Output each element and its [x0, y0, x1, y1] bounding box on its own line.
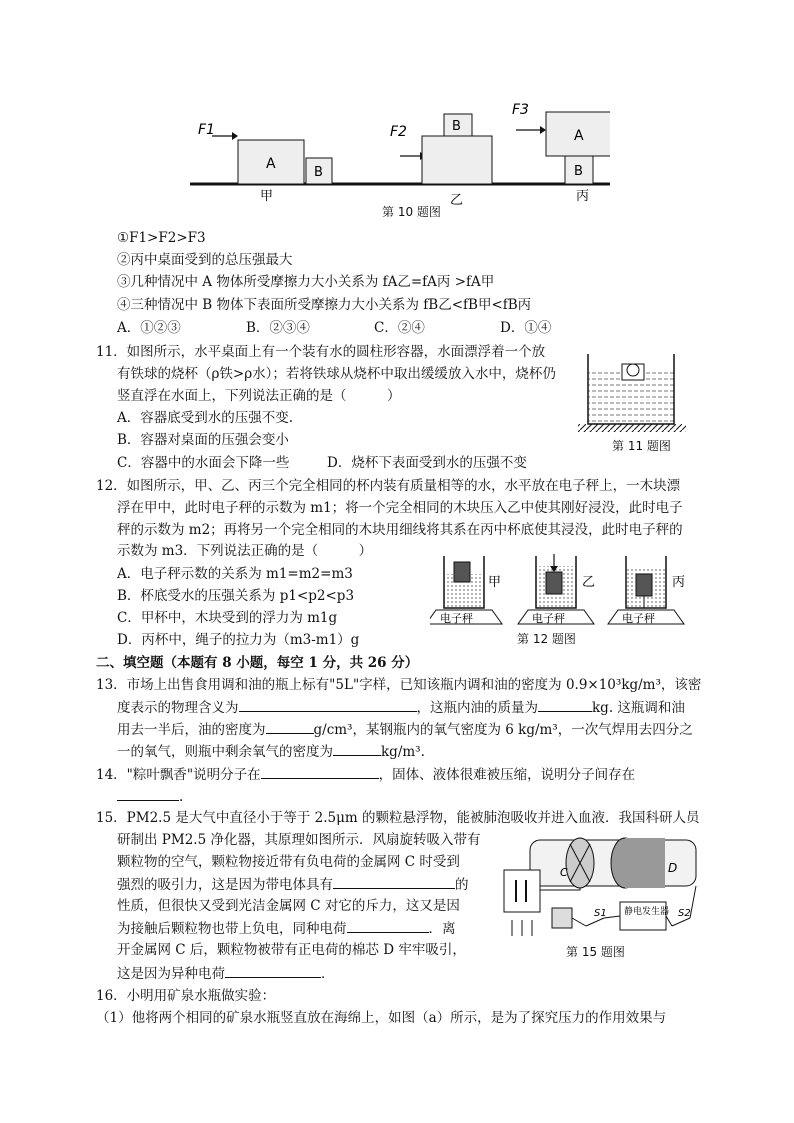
figure-q12: [430, 552, 690, 634]
q15-wire-2: [572, 918, 586, 926]
block-b-jia-label: B: [314, 165, 323, 180]
q11-iron-ball: [627, 364, 639, 376]
q15-label-s1: S1: [594, 908, 607, 919]
arrow-f1-head: [232, 132, 238, 140]
q15-label-c: C: [560, 866, 568, 879]
caption-q12: 第 12 题图: [517, 632, 576, 646]
q12-option-a: A．电子秤示数的关系为 m1=m2=m3: [117, 566, 353, 582]
q12-label-yi: 乙: [582, 575, 596, 590]
q13-text-2b: ，这瓶内油的质量为: [416, 700, 538, 716]
q15-line-6: [117, 918, 456, 939]
caption-q11: 第 11 题图: [612, 439, 671, 453]
q10-option-a: A．①②③: [117, 320, 181, 336]
q15-text-6a: 为接触后颗粒物也带上负电，同种电荷: [117, 921, 347, 937]
q13-text-3b: g/cm³，某钢瓶内的氧气密度为 6 kg/m³，一次气焊用去四分之: [313, 722, 693, 738]
q15-cotton-body: [625, 838, 665, 888]
q15-line-1: 15．PM2.5 是大气中直径小于等于 2.5μm 的颗粒悬浮物，能被肺泡吸收并进入血液．我国科研人员: [96, 810, 700, 826]
q10-statement-4: ④三种情况中 B 物体下表面所受摩擦力大小关系为 fB乙<fB甲<fB丙: [117, 297, 532, 313]
label-f1: F1: [198, 122, 215, 138]
q15-wire-4: [666, 916, 672, 926]
q13-text-4b: kg/m³.: [381, 744, 425, 760]
q15-blank-3[interactable]: [225, 963, 321, 978]
q11-line-3: 竖直浮在水面上，下列说法正确的是（ ）: [117, 388, 401, 404]
q15-line-2: 研制出 PM2.5 净化器，其原理如图所示．风扇旋转吸入带有: [117, 832, 481, 848]
q15-blank-1[interactable]: [333, 874, 455, 889]
q15-text-8b: ．: [321, 966, 335, 982]
q11-option-c: C．容器中的水面会下降一些: [117, 455, 290, 471]
q12-line-3: 秤的示数为 m2；再将另一个完全相同的木块用细线将其系在丙中杯底使其浸没，此时电子秤的: [117, 522, 683, 538]
q10-option-c: C．②④: [374, 320, 425, 336]
q15-switch-s1: [586, 918, 604, 926]
q14-line-2: [117, 786, 183, 807]
q15-text-6b: ．离: [428, 921, 456, 937]
q13-line-3: [117, 719, 693, 740]
q10-statement-2: ②丙中桌面受到的总压强最大: [117, 252, 293, 268]
figure-q10: [190, 100, 610, 218]
q12-block-jia: [454, 562, 470, 582]
q13-blank-1[interactable]: [239, 697, 417, 712]
q15-fan-box: [504, 870, 540, 912]
q13-text-4a: 一的氧气，则瓶中剩余氧气的密度为: [117, 744, 333, 760]
q11-line-1: 11．如图所示，水平桌面上有一个装有水的圆柱形容器，水面漂浮着一个放: [96, 344, 546, 360]
caption-q10: 第 10 题图: [382, 205, 441, 219]
figure-q15: [490, 830, 700, 942]
q12-option-b: B．杯底受水的压强关系为 p1<p2<p3: [117, 588, 355, 604]
q15-battery: [552, 908, 572, 928]
q14-line-1: [96, 764, 635, 785]
q15-line-8: [117, 963, 335, 984]
label-f2: F2: [390, 124, 407, 140]
q14-text-1b: ，固体、液体很难被压缩，说明分子间存在: [378, 767, 636, 783]
q11-option-a: A．容器底受到水的压强不变.: [117, 410, 294, 426]
q16-line-1: 16．小明用矿泉水瓶做实验：: [96, 988, 276, 1004]
q11-line-2: 有铁球的烧杯（ρ铁>ρ水）；若将铁球从烧杯中取出缓缓放入水中，烧杯仍: [117, 366, 556, 382]
caption-q15: 第 15 题图: [566, 945, 625, 959]
label-jia: 甲: [260, 189, 274, 204]
q14-text-2b: .: [179, 789, 184, 805]
q15-line-4: [117, 874, 469, 895]
q12-label-bing: 丙: [672, 575, 686, 590]
q16-line-2: （1）他将两个相同的矿泉水瓶竖直放在海绵上，如图（a）所示，是为了探究压力的作用效果与: [96, 1010, 667, 1026]
q12-line-1: 12．如图所示，甲、乙、丙三个完全相同的杯内装有质量相等的水，水平放在电子秤上，一木块漂: [96, 478, 681, 494]
q12-block-bing: [636, 574, 652, 596]
q15-line-5: 性质，但很快又受到光洁金属网 C 对它的斥力，这又是因: [117, 898, 460, 914]
q11-table: [578, 424, 686, 432]
q14-blank-1[interactable]: [261, 764, 379, 779]
label-yi: 乙: [450, 193, 464, 208]
q13-text-2a: 度表示的物理含义为: [117, 700, 239, 716]
q12-label-jia: 甲: [488, 575, 502, 590]
block-a-yi: [422, 136, 492, 184]
q11-option-b: B．容器对桌面的压强会变小: [117, 432, 289, 448]
q12-scale-label-jia: 电子秤: [440, 612, 473, 625]
q15-label-d: D: [668, 861, 678, 875]
q10-option-b: B．②③④: [246, 320, 310, 336]
arrow-f3-head: [540, 126, 546, 134]
q14-text-1a: 14．"粽叶飘香"说明分子在: [96, 767, 261, 783]
block-b-bing-label: B: [574, 164, 583, 179]
block-a-jia-label: A: [266, 156, 276, 172]
q15-wire-5: [690, 886, 696, 918]
q13-blank-2[interactable]: [538, 697, 592, 712]
q13-line-4: [117, 741, 425, 762]
q10-option-d: D．①④: [500, 320, 552, 336]
block-b-yi-label: B: [452, 119, 461, 134]
label-bing: 丙: [576, 189, 590, 204]
q10-statement-3: ③几种情况中 A 物体所受摩擦力大小关系为 fA乙=fA丙 >fA甲: [117, 274, 495, 290]
q12-option-d: D．丙杯中，绳子的拉力为（m3-m1）g: [117, 632, 360, 648]
block-a-bing-label: A: [574, 128, 584, 144]
q11-option-d: D．烧杯下表面受到水的压强不变: [327, 455, 527, 471]
q13-text-3a: 用去一半后，油的密度为: [117, 722, 266, 738]
q14-blank-2[interactable]: [117, 786, 179, 801]
q15-line-3: 颗粒物的空气，颗粒物接近带有负电荷的金属网 C 时受到: [117, 854, 460, 870]
q15-switch-s2: [672, 918, 690, 926]
section-2-title: 二、填空题（本题有 8 小题，每空 1 分，共 26 分）: [96, 655, 419, 671]
q15-text-4b: 的: [455, 877, 469, 893]
q12-scale-label-bing: 电子秤: [622, 612, 655, 625]
q15-label-s2: S2: [678, 908, 691, 919]
q15-blank-2[interactable]: [347, 918, 429, 933]
q15-wire-1: [540, 888, 580, 890]
q15-text-4a: 强烈的吸引力，这是因为带电体具有: [117, 877, 333, 893]
q13-line-2: [117, 697, 685, 718]
q15-generator-label: 静电发生器: [624, 907, 670, 917]
q12-block-yi: [546, 572, 562, 594]
q12-line-4: 示数为 m3．下列说法正确的是（ ）: [117, 543, 373, 559]
q13-blank-4[interactable]: [333, 741, 381, 756]
q13-blank-3[interactable]: [266, 719, 314, 734]
q12-scale-label-yi: 电子秤: [532, 612, 565, 625]
q10-statement-1: ①F1>F2>F3: [117, 230, 206, 246]
label-f3: F3: [512, 102, 529, 118]
q13-line-1: 13．市场上出售食用调和油的瓶上标有"5L"字样，已知该瓶内调和油的密度为 0.9×10³kg/m³，该密: [96, 677, 702, 693]
q13-text-2c: kg. 这瓶调和油: [592, 700, 685, 716]
q12-line-2: 浮在甲中，此时电子秤的示数为 m1；将一个完全相同的木块压入乙中使其刚好浸没，此时电子: [117, 500, 683, 516]
q12-option-c: C．甲杯中，木块受到的浮力为 m1g: [117, 610, 338, 626]
q15-text-8a: 这是因为异种电荷: [117, 966, 225, 982]
q15-line-7: 开金属网 C 后，颗粒物被带有正电荷的棉芯 D 牢牢吸引，: [117, 942, 466, 958]
